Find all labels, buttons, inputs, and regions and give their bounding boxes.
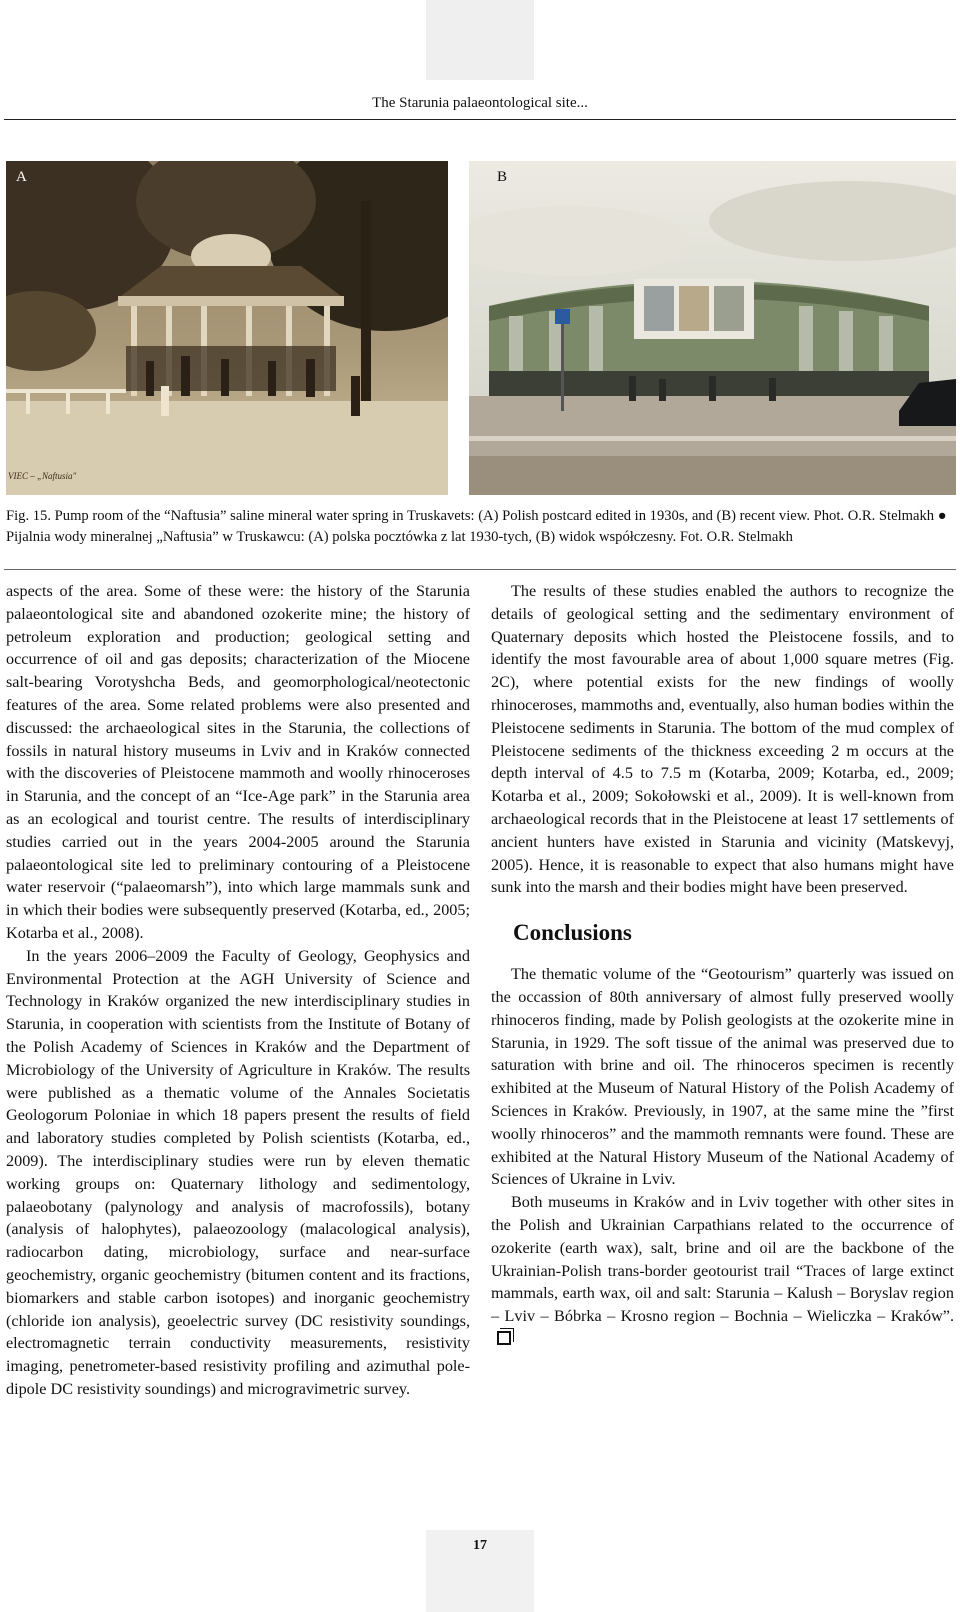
left-paragraph-1: aspects of the area. Some of these were: the history of the Starunia palaeontological site and abandoned ozokerite mine; the history of petroleum exploration and production; geological setting and occurrence of oil and gas deposits; characterization of the Miocene salt-bearing Vorotyshcha Beds, and geomorphological/neotectonic features of the area. Some related problems were also presented and discussed: the archaeological sites in the Starunia, the collections of fossils in natural history museums in Lviv and in Kraków connected with the discoveries of Pleistocene mammoth and woolly rhinoceroses in Starunia, and the concept of an “Ice-Age park” in the Starunia area as an ecological and tourist centre. The results of interdisciplinary studies carried out in the years 2004-2005 around the Starunia palaeontological site led to preliminary contouring of a Pleistocene water reservoir (“palaeomarsh”), into which large mammals sunk and in which their bodies were subsequently preserved (Kotarba, ed., 2005; Kotarba et al., 2008).: [6, 582, 470, 942]
section-heading-conclusions: Conclusions: [513, 920, 632, 946]
postcard-illustration: [6, 161, 448, 495]
header-tab-decoration: [426, 0, 534, 80]
right-paragraph-3-text: Both museums in Kraków and in Lviv together with other sites in the Polish and Ukrainian Carpathians related to the occurrence of ozokerite (earth wax), salt, brine and oil are the backbone of the Ukrainian-Polish trans-border geotourist trail “Traces of large extinct mammals, earth wax, oil and salt: Starunia – Kalush – Boryslav region – Lviv – Bóbrka – Krosno region – Bochnia – Wieliczka – Kraków”.: [491, 1193, 954, 1326]
right-column: [491, 580, 954, 1351]
page-number: 17: [473, 1538, 487, 1553]
panel-a-letter: A: [16, 169, 27, 185]
figure-caption-text: [6, 506, 954, 547]
end-of-article-icon: [497, 1331, 511, 1345]
right-paragraph-2: The thematic volume of the “Geotourism” quarterly was issued on the occassion of 80th anniversary of almost fully preserved woolly rhinoceros finding, made by Polish geologists at the ozokerite mine in Starunia, in 1929. The soft tissue of the animal was preserved due to saturation with brine and oil. The rhinoceros specimen is recently exhibited at the Museum of Natural History of the Polish Academy of Sciences in Kraków. Previously, in 1907, at the same mine the ”first woolly rhinoceros” and the mammoth remnants were found. These are exhibited at the Natural History Museum of the National Academy of Sciences of Ukraine in Lviv.: [491, 965, 954, 1189]
recent-view-illustration: [469, 161, 956, 495]
photo-b-recent: [469, 161, 956, 495]
header-rule: [4, 119, 956, 120]
caption-rule: [4, 569, 956, 570]
left-column: [6, 580, 470, 1401]
caption-english: Fig. 15. Pump room of the “Naftusia” saline mineral water spring in Truskavets: (A) Polish postcard edited in 1930s, and (B) recent view. Phot. O.R. Stelmakh: [6, 508, 935, 524]
postcard-inscription: VIEC – „Naftusia": [8, 471, 77, 481]
running-title: The Starunia palaeontological site...: [372, 95, 588, 111]
right-paragraph-3: [491, 1191, 954, 1351]
panel-b-letter: B: [497, 169, 508, 185]
photo-a-postcard: [6, 161, 448, 495]
left-paragraph-2: In the years 2006–2009 the Faculty of Geology, Geophysics and Environmental Protection at the AGH University of Science and Technology in Kraków organized the new interdisciplinary studies in Starunia, in cooperation with scientists from the Institute of Botany of the Polish Academy of Sciences in Kraków and the Department of Microbiology of the University of Agriculture in Kraków. The results were published as a thematic volume of the Annales Societatis Geologorum Poloniae in which 18 papers present the results of field and laboratory studies completed by Polish scientists (Kotarba, ed., 2009). The interdisciplinary studies were run by eleven thematic working groups on: Quaternary lithology and sedimentology, palaeobotany (palynology and analysis of macrofossils), botany (analysis of halophytes), palaeozoology (malacological analysis), radiocarbon dating, microbiology, surface and near-surface geochemistry, organic geochemistry (bitumen content and its fractions, biomarkers and stable carbon isotopes) and inorganic geochemistry (chloride ion analysis), geoelectric survey (DC resistivity soundings, electromagnetic terrain conductivity measurements, resistivity imaging, penetrometer-based resistivity profiling and azimuthal pole-dipole DC resistivity soundings) and microgravimetric survey.: [6, 946, 470, 1398]
figure-caption: [6, 506, 954, 547]
caption-polish: ● Pijalnia wody mineralnej „Naftusia” w Truskawcu: (A) polska pocztówka z lat 1930-tych, (B) widok współczesny. Fot. O.R. Stelmakh: [6, 508, 947, 545]
right-paragraph-1: The results of these studies enabled the authors to recognize the details of geological setting and the sedimentary environment of Quaternary deposits which hosted the Pleistocene fossils, and to identify the most favourable area of about 1,000 square metres (Fig. 2C), where potential exists for the new findings of woolly rhinoceroses, mammoths and, eventually, also human bodies within the Pleistocene sediments in Starunia. The bottom of the mud complex of Pleistocene sediments of the thickness exceeding 2 m occurs at the depth interval of 4.5 to 7.5 m (Kotarba, 2009; Kotarba, ed., 2009; Kotarba et al., 2009; Sokołowski et al., 2009). It is well-known from archaeological records that in the Pleistocene at least 17 settlements of ancient hunters have existed in Starunia and vicinity (Matskevyj, 2005). Hence, it is reasonable to expect that also humans might have sunk into the marsh and their bodies might have been preserved.: [491, 582, 954, 897]
